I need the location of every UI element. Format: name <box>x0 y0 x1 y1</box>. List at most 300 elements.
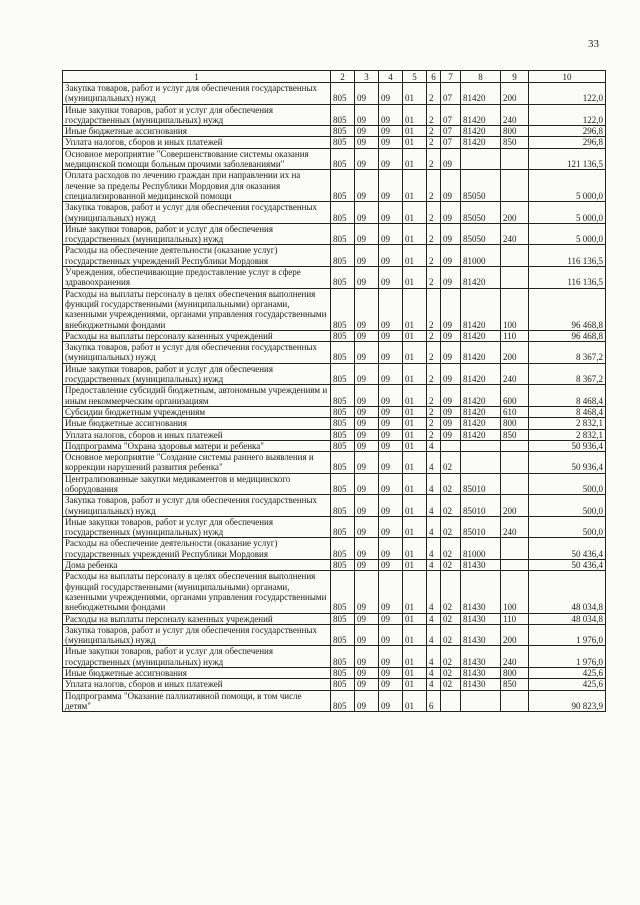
cell-subsection-code: 09 <box>379 516 403 538</box>
cell-direction-code: 81420 <box>461 406 501 417</box>
cell-ministry-code: 805 <box>331 202 355 224</box>
cell-name: Иные бюджетные ассигнования <box>63 668 331 679</box>
cell-expense-type-code <box>501 690 529 712</box>
cell-name: Закупка товаров, работ и услуг для обеспечения государственных (муниципальных) нужд <box>63 495 331 517</box>
cell-amount: 1 976,0 <box>529 624 606 646</box>
table-row <box>63 440 606 451</box>
cell-activity-code: 02 <box>441 495 461 517</box>
cell-activity-code: 02 <box>441 624 461 646</box>
cell-amount: 1 976,0 <box>529 646 606 668</box>
cell-ministry-code: 805 <box>331 342 355 364</box>
cell-expense-type-code: 200 <box>501 342 529 364</box>
cell-ministry-code: 805 <box>331 385 355 407</box>
cell-ministry-code: 805 <box>331 418 355 429</box>
cell-direction-code: 81420 <box>461 363 501 385</box>
cell-activity-code: 09 <box>441 288 461 330</box>
cell-amount: 90 823,9 <box>529 690 606 712</box>
cell-ministry-code: 805 <box>331 679 355 690</box>
cell-program-code: 01 <box>403 223 427 245</box>
table-row <box>63 418 606 429</box>
cell-program-code: 01 <box>403 330 427 341</box>
cell-direction-code: 85050 <box>461 202 501 224</box>
cell-name: Иные закупки товаров, работ и услуг для обеспечения государственных (муниципальных) нужд <box>63 104 331 126</box>
cell-expense-type-code: 800 <box>501 418 529 429</box>
cell-subsection-code: 09 <box>379 363 403 385</box>
cell-subsection-code: 09 <box>379 137 403 148</box>
cell-ministry-code: 805 <box>331 495 355 517</box>
cell-program-code: 01 <box>403 668 427 679</box>
cell-section-code: 09 <box>355 538 379 560</box>
cell-expense-type-code: 240 <box>501 363 529 385</box>
cell-subprogram-code: 4 <box>427 679 441 690</box>
cell-activity-code: 07 <box>441 83 461 105</box>
cell-subprogram-code: 2 <box>427 363 441 385</box>
cell-subprogram-code: 2 <box>427 418 441 429</box>
cell-subsection-code: 09 <box>379 429 403 440</box>
cell-expense-type-code <box>501 267 529 289</box>
cell-activity-code: 09 <box>441 148 461 170</box>
cell-direction-code: 81420 <box>461 330 501 341</box>
cell-subsection-code: 09 <box>379 126 403 137</box>
cell-expense-type-code <box>501 560 529 571</box>
cell-subsection-code: 09 <box>379 646 403 668</box>
cell-program-code: 01 <box>403 560 427 571</box>
cell-subprogram-code: 2 <box>427 126 441 137</box>
cell-program-code: 01 <box>403 495 427 517</box>
cell-direction-code: 85010 <box>461 495 501 517</box>
cell-name: Закупка товаров, работ и услуг для обеспечения государственных (муниципальных) нужд <box>63 342 331 364</box>
cell-subprogram-code: 4 <box>427 452 441 474</box>
cell-ministry-code: 805 <box>331 646 355 668</box>
cell-program-code: 01 <box>403 202 427 224</box>
cell-expense-type-code: 100 <box>501 288 529 330</box>
cell-name: Закупка товаров, работ и услуг для обеспечения государственных (муниципальных) нужд <box>63 624 331 646</box>
cell-expense-type-code <box>501 245 529 267</box>
header-col-1: 1 <box>63 71 331 83</box>
cell-name: Уплата налогов, сборов и иных платежей <box>63 137 331 148</box>
cell-expense-type-code: 200 <box>501 83 529 105</box>
cell-subsection-code: 09 <box>379 560 403 571</box>
cell-name: Закупка товаров, работ и услуг для обеспечения государственных (муниципальных) нужд <box>63 202 331 224</box>
header-col-10: 10 <box>529 71 606 83</box>
cell-name: Закупка товаров, работ и услуг для обеспечения государственных (муниципальных) нужд <box>63 83 331 105</box>
table-body <box>63 83 606 712</box>
cell-direction-code <box>461 452 501 474</box>
cell-section-code: 09 <box>355 137 379 148</box>
cell-amount: 96 468,8 <box>529 330 606 341</box>
cell-name: Расходы на выплаты персоналу в целях обеспечения выполнения функций государственными (муниципальными) органами, казенными учреждениями, органами управления государственными внебюджетными фондами <box>63 571 331 613</box>
cell-section-code: 09 <box>355 148 379 170</box>
cell-program-code: 01 <box>403 267 427 289</box>
table-row <box>63 516 606 538</box>
cell-subsection-code: 09 <box>379 330 403 341</box>
table-row <box>63 624 606 646</box>
cell-subprogram-code: 4 <box>427 473 441 495</box>
cell-section-code: 09 <box>355 288 379 330</box>
cell-subsection-code: 09 <box>379 170 403 202</box>
cell-expense-type-code <box>501 148 529 170</box>
table-row <box>63 137 606 148</box>
table-header <box>63 71 606 83</box>
cell-expense-type-code <box>501 473 529 495</box>
cell-program-code: 01 <box>403 418 427 429</box>
cell-subprogram-code: 4 <box>427 495 441 517</box>
cell-subsection-code: 09 <box>379 418 403 429</box>
cell-amount: 50 436,4 <box>529 560 606 571</box>
cell-amount: 2 832,1 <box>529 429 606 440</box>
cell-ministry-code: 805 <box>331 668 355 679</box>
cell-ministry-code: 805 <box>331 104 355 126</box>
cell-section-code: 09 <box>355 83 379 105</box>
cell-ministry-code: 805 <box>331 170 355 202</box>
cell-expense-type-code: 100 <box>501 571 529 613</box>
cell-subsection-code: 09 <box>379 613 403 624</box>
cell-subsection-code: 09 <box>379 571 403 613</box>
cell-amount: 116 136,5 <box>529 245 606 267</box>
cell-subsection-code: 09 <box>379 148 403 170</box>
cell-direction-code: 81420 <box>461 137 501 148</box>
cell-subprogram-code: 4 <box>427 668 441 679</box>
cell-activity-code: 02 <box>441 452 461 474</box>
cell-subsection-code: 09 <box>379 288 403 330</box>
cell-name: Основное мероприятие "Совершенствование системы оказания медицинской помощи больным прочими заболеваниями" <box>63 148 331 170</box>
cell-program-code: 01 <box>403 690 427 712</box>
cell-activity-code: 02 <box>441 646 461 668</box>
cell-activity-code: 09 <box>441 330 461 341</box>
cell-direction-code: 81430 <box>461 668 501 679</box>
table-row <box>63 613 606 624</box>
cell-section-code: 09 <box>355 516 379 538</box>
cell-program-code: 01 <box>403 288 427 330</box>
cell-subsection-code: 09 <box>379 104 403 126</box>
cell-section-code: 09 <box>355 429 379 440</box>
cell-subprogram-code: 2 <box>427 202 441 224</box>
cell-activity-code: 02 <box>441 571 461 613</box>
cell-amount: 116 136,5 <box>529 267 606 289</box>
cell-section-code: 09 <box>355 363 379 385</box>
cell-amount: 500,0 <box>529 495 606 517</box>
cell-ministry-code: 805 <box>331 148 355 170</box>
header-col-7: 7 <box>441 71 461 83</box>
cell-name: Расходы на обеспечение деятельности (оказание услуг) государственных учреждений Республики Мордовия <box>63 245 331 267</box>
cell-subsection-code: 09 <box>379 223 403 245</box>
cell-activity-code: 09 <box>441 223 461 245</box>
table-row <box>63 223 606 245</box>
table-row <box>63 679 606 690</box>
cell-name: Расходы на выплаты персоналу казенных учреждений <box>63 613 331 624</box>
cell-expense-type-code: 200 <box>501 495 529 517</box>
cell-expense-type-code <box>501 170 529 202</box>
cell-expense-type-code: 850 <box>501 137 529 148</box>
cell-section-code: 09 <box>355 690 379 712</box>
cell-activity-code: 02 <box>441 613 461 624</box>
cell-section-code: 09 <box>355 406 379 417</box>
cell-expense-type-code: 110 <box>501 330 529 341</box>
cell-subprogram-code: 4 <box>427 560 441 571</box>
table-row <box>63 83 606 105</box>
cell-subsection-code: 09 <box>379 473 403 495</box>
header-col-4: 4 <box>379 71 403 83</box>
table-row <box>63 170 606 202</box>
header-col-5: 5 <box>403 71 427 83</box>
cell-amount: 8 367,2 <box>529 363 606 385</box>
cell-section-code: 09 <box>355 452 379 474</box>
cell-subprogram-code: 2 <box>427 223 441 245</box>
cell-activity-code: 09 <box>441 418 461 429</box>
cell-program-code: 01 <box>403 83 427 105</box>
cell-program-code: 01 <box>403 126 427 137</box>
cell-section-code: 09 <box>355 668 379 679</box>
table-row <box>63 363 606 385</box>
cell-activity-code: 09 <box>441 202 461 224</box>
cell-program-code: 01 <box>403 137 427 148</box>
cell-direction-code: 81420 <box>461 385 501 407</box>
cell-direction-code: 81420 <box>461 104 501 126</box>
cell-program-code: 01 <box>403 170 427 202</box>
cell-amount: 8 468,4 <box>529 406 606 417</box>
cell-activity-code: 07 <box>441 137 461 148</box>
cell-section-code: 09 <box>355 330 379 341</box>
header-col-8: 8 <box>461 71 501 83</box>
cell-name: Оплата расходов по лечению граждан при направлении их на лечение за пределы Республики Мордовия для оказания специализированной медицинской помощи <box>63 170 331 202</box>
cell-activity-code: 02 <box>441 538 461 560</box>
cell-ministry-code: 805 <box>331 267 355 289</box>
cell-section-code: 09 <box>355 679 379 690</box>
cell-amount: 296,8 <box>529 126 606 137</box>
table-row <box>63 406 606 417</box>
cell-amount: 122,0 <box>529 104 606 126</box>
cell-amount: 5 000,0 <box>529 170 606 202</box>
cell-ministry-code: 805 <box>331 288 355 330</box>
cell-expense-type-code: 800 <box>501 126 529 137</box>
cell-program-code: 01 <box>403 429 427 440</box>
cell-program-code: 01 <box>403 148 427 170</box>
cell-activity-code: 02 <box>441 473 461 495</box>
cell-activity-code: 02 <box>441 679 461 690</box>
cell-subprogram-code: 2 <box>427 330 441 341</box>
cell-subprogram-code: 4 <box>427 538 441 560</box>
cell-program-code: 01 <box>403 646 427 668</box>
table-row <box>63 690 606 712</box>
cell-activity-code <box>441 440 461 451</box>
cell-ministry-code: 805 <box>331 560 355 571</box>
cell-amount: 8 367,2 <box>529 342 606 364</box>
cell-subsection-code: 09 <box>379 202 403 224</box>
cell-direction-code: 81000 <box>461 538 501 560</box>
cell-name: Иные закупки товаров, работ и услуг для обеспечения государственных (муниципальных) нужд <box>63 363 331 385</box>
cell-direction-code: 81000 <box>461 245 501 267</box>
cell-subsection-code: 09 <box>379 624 403 646</box>
cell-name: Дома ребенка <box>63 560 331 571</box>
cell-subsection-code: 09 <box>379 342 403 364</box>
cell-program-code: 01 <box>403 538 427 560</box>
cell-name: Иные бюджетные ассигнования <box>63 418 331 429</box>
cell-direction-code: 81430 <box>461 624 501 646</box>
cell-subsection-code: 09 <box>379 495 403 517</box>
cell-program-code: 01 <box>403 516 427 538</box>
cell-expense-type-code: 240 <box>501 104 529 126</box>
cell-subprogram-code: 2 <box>427 429 441 440</box>
cell-ministry-code: 805 <box>331 223 355 245</box>
cell-section-code: 09 <box>355 624 379 646</box>
cell-section-code: 09 <box>355 495 379 517</box>
cell-program-code: 01 <box>403 571 427 613</box>
cell-expense-type-code: 850 <box>501 679 529 690</box>
cell-program-code: 01 <box>403 245 427 267</box>
cell-subsection-code: 09 <box>379 440 403 451</box>
cell-section-code: 09 <box>355 245 379 267</box>
cell-expense-type-code: 240 <box>501 223 529 245</box>
cell-direction-code: 85050 <box>461 223 501 245</box>
table-row <box>63 330 606 341</box>
cell-subprogram-code: 2 <box>427 245 441 267</box>
cell-name: Основное мероприятие "Создание системы раннего выявления и коррекции нарушений развития ребенка" <box>63 452 331 474</box>
table-row <box>63 104 606 126</box>
cell-subsection-code: 09 <box>379 83 403 105</box>
cell-subprogram-code: 2 <box>427 406 441 417</box>
cell-amount: 50 936,4 <box>529 452 606 474</box>
cell-amount: 5 000,0 <box>529 223 606 245</box>
cell-name: Расходы на выплаты персоналу в целях обеспечения выполнения функций государственными (муниципальными) органами, казенными учреждениями, органами управления государственными внебюджетными фондами <box>63 288 331 330</box>
table-row <box>63 560 606 571</box>
cell-activity-code: 09 <box>441 429 461 440</box>
cell-subsection-code: 09 <box>379 538 403 560</box>
cell-subprogram-code: 2 <box>427 137 441 148</box>
table-row <box>63 245 606 267</box>
cell-expense-type-code: 800 <box>501 668 529 679</box>
cell-subsection-code: 09 <box>379 245 403 267</box>
cell-subprogram-code: 2 <box>427 267 441 289</box>
cell-direction-code: 85050 <box>461 170 501 202</box>
cell-amount: 121 136,5 <box>529 148 606 170</box>
cell-amount: 122,0 <box>529 83 606 105</box>
cell-section-code: 09 <box>355 385 379 407</box>
cell-expense-type-code: 850 <box>501 429 529 440</box>
cell-ministry-code: 805 <box>331 245 355 267</box>
cell-section-code: 09 <box>355 104 379 126</box>
cell-ministry-code: 805 <box>331 363 355 385</box>
cell-direction-code: 85010 <box>461 473 501 495</box>
cell-subprogram-code: 4 <box>427 646 441 668</box>
cell-expense-type-code: 240 <box>501 516 529 538</box>
cell-amount: 2 832,1 <box>529 418 606 429</box>
cell-section-code: 09 <box>355 646 379 668</box>
cell-direction-code: 81430 <box>461 613 501 624</box>
cell-section-code: 09 <box>355 202 379 224</box>
header-row <box>63 71 606 83</box>
cell-subprogram-code: 4 <box>427 624 441 646</box>
cell-amount: 50 436,4 <box>529 538 606 560</box>
cell-name: Предоставление субсидий бюджетным, автономным учреждениям и иным некоммерческим организациям <box>63 385 331 407</box>
cell-expense-type-code: 110 <box>501 613 529 624</box>
cell-subsection-code: 09 <box>379 690 403 712</box>
cell-amount: 425,6 <box>529 668 606 679</box>
cell-section-code: 09 <box>355 440 379 451</box>
cell-activity-code: 09 <box>441 406 461 417</box>
header-col-2: 2 <box>331 71 355 83</box>
cell-subprogram-code: 4 <box>427 571 441 613</box>
table-row <box>63 267 606 289</box>
cell-ministry-code: 805 <box>331 538 355 560</box>
cell-ministry-code: 805 <box>331 452 355 474</box>
cell-expense-type-code: 610 <box>501 406 529 417</box>
cell-subprogram-code: 2 <box>427 385 441 407</box>
cell-activity-code: 09 <box>441 267 461 289</box>
header-col-6: 6 <box>427 71 441 83</box>
cell-program-code: 01 <box>403 440 427 451</box>
cell-amount: 500,0 <box>529 473 606 495</box>
cell-program-code: 01 <box>403 624 427 646</box>
cell-amount: 8 468,4 <box>529 385 606 407</box>
cell-section-code: 09 <box>355 571 379 613</box>
cell-program-code: 01 <box>403 363 427 385</box>
header-col-9: 9 <box>501 71 529 83</box>
cell-subsection-code: 09 <box>379 406 403 417</box>
cell-name: Иные бюджетные ассигнования <box>63 126 331 137</box>
cell-direction-code: 81420 <box>461 267 501 289</box>
cell-direction-code: 81420 <box>461 288 501 330</box>
cell-ministry-code: 805 <box>331 83 355 105</box>
cell-activity-code: 09 <box>441 363 461 385</box>
cell-direction-code: 81430 <box>461 571 501 613</box>
cell-activity-code: 07 <box>441 104 461 126</box>
cell-ministry-code: 805 <box>331 473 355 495</box>
cell-ministry-code: 805 <box>331 406 355 417</box>
cell-ministry-code: 805 <box>331 624 355 646</box>
table-row <box>63 429 606 440</box>
cell-section-code: 09 <box>355 342 379 364</box>
cell-expense-type-code <box>501 440 529 451</box>
cell-direction-code: 81420 <box>461 83 501 105</box>
cell-subprogram-code: 6 <box>427 690 441 712</box>
table-row <box>63 452 606 474</box>
cell-amount: 5 000,0 <box>529 202 606 224</box>
cell-name: Иные закупки товаров, работ и услуг для обеспечения государственных (муниципальных) нужд <box>63 646 331 668</box>
cell-direction-code: 81420 <box>461 429 501 440</box>
cell-subprogram-code: 4 <box>427 516 441 538</box>
cell-subprogram-code: 4 <box>427 613 441 624</box>
cell-expense-type-code <box>501 538 529 560</box>
cell-program-code: 01 <box>403 452 427 474</box>
cell-subprogram-code: 2 <box>427 104 441 126</box>
table-row <box>63 148 606 170</box>
table-row <box>63 668 606 679</box>
cell-program-code: 01 <box>403 679 427 690</box>
cell-activity-code: 07 <box>441 126 461 137</box>
cell-activity-code: 09 <box>441 170 461 202</box>
cell-name: Субсидии бюджетным учреждениям <box>63 406 331 417</box>
cell-section-code: 09 <box>355 418 379 429</box>
cell-ministry-code: 805 <box>331 571 355 613</box>
cell-section-code: 09 <box>355 613 379 624</box>
cell-activity-code: 02 <box>441 516 461 538</box>
cell-program-code: 01 <box>403 342 427 364</box>
cell-expense-type-code: 240 <box>501 646 529 668</box>
cell-ministry-code: 805 <box>331 137 355 148</box>
cell-expense-type-code <box>501 452 529 474</box>
cell-ministry-code: 805 <box>331 126 355 137</box>
cell-subprogram-code: 2 <box>427 170 441 202</box>
budget-table <box>62 70 606 712</box>
table-row <box>63 495 606 517</box>
cell-name: Учреждения, обеспечивающие предоставление услуг в сфере здравоохранения <box>63 267 331 289</box>
table-row <box>63 571 606 613</box>
cell-name: Расходы на обеспечение деятельности (оказание услуг) государственных учреждений Республики Мордовия <box>63 538 331 560</box>
table-row <box>63 342 606 364</box>
cell-subprogram-code: 2 <box>427 83 441 105</box>
cell-program-code: 01 <box>403 613 427 624</box>
cell-direction-code: 81430 <box>461 560 501 571</box>
